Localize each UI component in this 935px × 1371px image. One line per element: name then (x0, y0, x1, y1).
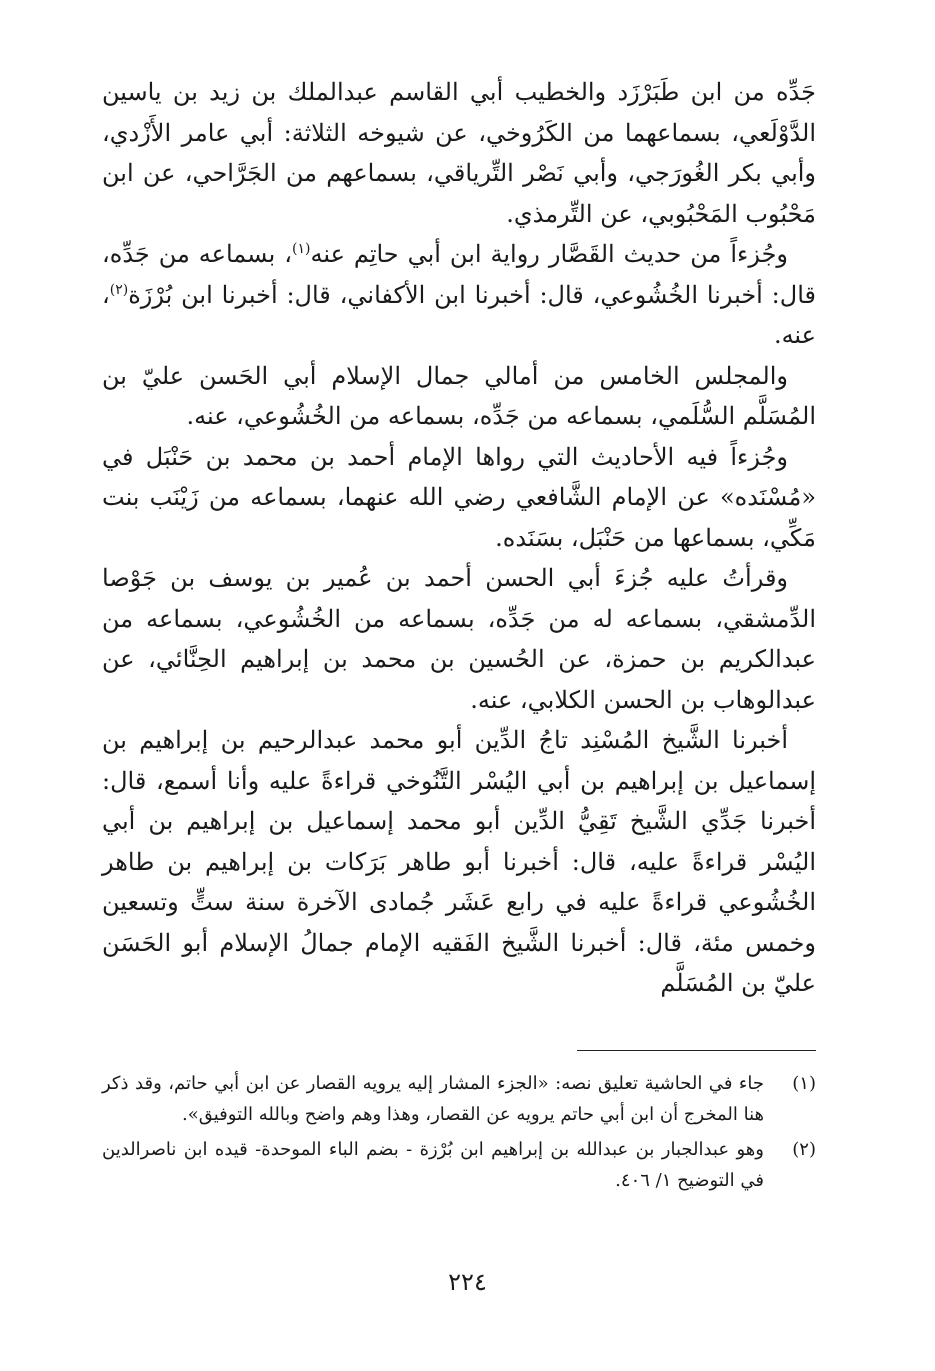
paragraph (102, 72, 816, 234)
paragraph (102, 437, 816, 559)
footnotes (102, 1068, 816, 1200)
main-text (102, 72, 816, 1004)
text-run: والمجلس الخامس من أمالي جمال الإسلام أبي الحَسن عليّ بن المُسَلَّم السُّلَمي، بسماعه من جَدِّه، بسماعه من الخُشُوعي، عنه. (102, 361, 816, 430)
text-run: ، بسماعه من جَدِّه، قال: أخبرنا الخُشُوعي، قال: أخبرنا ابن الأكفاني، قال: أخبرنا ابن بُرْزَة (102, 240, 816, 309)
footnote-separator (577, 1050, 816, 1051)
paragraph (102, 234, 816, 356)
text-run: ، عنه. (102, 280, 816, 349)
footnote-number: (١) (792, 1073, 816, 1094)
page-number: ٢٢٤ (448, 1268, 487, 1296)
paragraph (102, 720, 816, 1004)
footnote-text: جاء في الحاشية تعليق نصه: «الجزء المشار إليه يرويه القصار عن ابن أبي حاتم، وقد ذكر هنا المخرج أن ابن أبي حاتم يرويه عن القصار، وهذا وهم واضح وبالله التوفيق». (102, 1073, 764, 1125)
text-run: جَدِّه من ابن طَبَرْزَد والخطيب أبي القاسم عبدالملك بن زيد بن ياسين الدَّوْلَعي، بسماعهما من الكَرُوخي، عن شيوخه الثلاثة: أبي عامر الأَزْدي، وأبي بكر الغُورَجي، وأبي نَصْر التِّرياقي، بسماعهم من الجَرَّاحي، عن ابن مَحْبُوب المَحْبُوبي، عن التِّرمذي. (102, 78, 816, 228)
text-run: أخبرنا الشَّيخ المُسْنِد تاجُ الدِّين أبو محمد عبدالرحيم بن إبراهيم بن إسماعيل بن إبراهيم بن أبي اليُسْر التَّنُوخي قراءةً عليه وأنا أسمع، قال: أخبرنا جَدِّي الشَّيخ تَقِيُّ الدِّين أبو محمد إسماعيل بن إبراهيم بن أبي اليُسْر قراءةً عليه، قال: أخبرنا أبو طاهر بَرَكات بن إبراهيم بن طاهر الخُشُوعي قراءةً عليه في رابع عَشَر جُمادى الآخرة سنة ستٍّ وتسعين وخمس مئة، قال: أخبرنا الشَّيخ الفَقيه الإمام جمالُ الإسلام أبو الحَسَن عليّ بن المُسَلَّم (102, 726, 816, 997)
footnote-number: (٢) (792, 1139, 816, 1160)
footnote (102, 1068, 816, 1130)
text-run: وجُزءاً فيه الأحاديث التي رواها الإمام أحمد بن محمد بن حَنْبَل في «مُسْنَده» عن الإمام الشَّافعي رضي الله عنهما، بسماعه من زَيْنَب بنت مَكِّي، بسماعها من حَنْبَل، بسَنَده. (102, 442, 816, 552)
footnote-marker: (١) (291, 241, 311, 257)
text-run: وجُزءاً من حديث القَصَّار رواية ابن أبي حاتِم عنه (310, 240, 788, 268)
footnote-text: وهو عبدالجبار بن عبدالله بن إبراهيم ابن بُرْزة - بضم الباء الموحدة- قيده ابن ناصرالدين في التوضيح ١/ ٤٠٦. (102, 1139, 764, 1191)
footnote (102, 1134, 816, 1196)
paragraph (102, 356, 816, 437)
footnote-marker: (٢) (109, 281, 129, 298)
paragraph (102, 558, 816, 720)
text-run: وقرأتُ عليه جُزءَ أبي الحسن أحمد بن عُمير بن يوسف بن جَوْصا الدِّمشقي، بسماعه له من جَدِّه، بسماعه من الخُشُوعي، بسماعه من عبدالكريم بن حمزة، عن الحُسين بن محمد بن إبراهيم الحِنَّائي، عن عبدالوهاب بن الحسن الكلابي، عنه. (102, 564, 816, 714)
